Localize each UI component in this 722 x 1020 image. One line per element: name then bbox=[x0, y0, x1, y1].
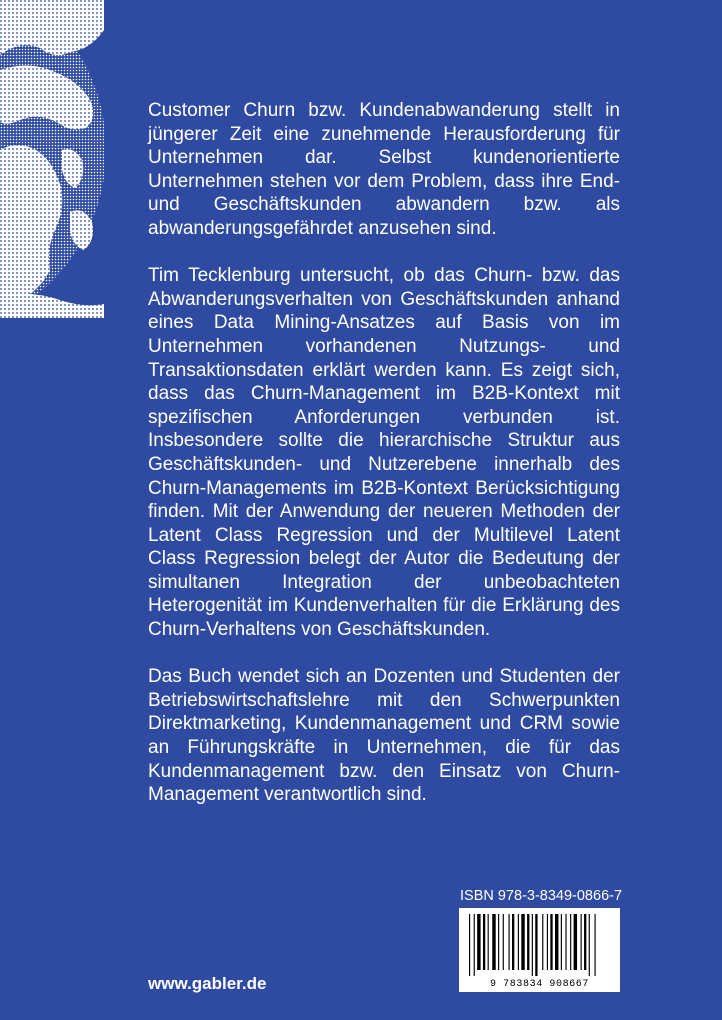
barcode-bar bbox=[477, 914, 480, 970]
globe-icon bbox=[0, 0, 104, 318]
barcode-bar bbox=[535, 914, 537, 976]
barcode-digits: 9 783834 908667 bbox=[489, 979, 589, 990]
barcode-bar bbox=[595, 914, 596, 976]
barcode-bar bbox=[550, 914, 552, 970]
isbn-label: ISBN 978-3-8349-0866-7 bbox=[460, 888, 623, 904]
blurb-paragraph-3: Das Buch wendet sich an Dozenten und Studenten der Betriebswirtschaftslehre mit den Schwerpunkten Direktmarketing, Kundenmanagement und CRM sowie an Führungskräfte in Unternehmen, die für das Kundenmanagement bzw. den Einsatz von Churn-Management verantwortlich sind. bbox=[148, 666, 620, 806]
barcode-bar bbox=[469, 914, 470, 976]
barcode-bar bbox=[547, 914, 548, 970]
barcode-bar bbox=[527, 914, 529, 970]
barcode-bar bbox=[498, 914, 499, 970]
barcode-bar bbox=[532, 914, 533, 976]
barcode-bar bbox=[561, 914, 562, 970]
blurb-paragraph-2: Tim Tecklenburg untersucht, ob das Churn- bzw. das Abwanderungsverhalten von Geschäftskunden anhand eines Data Mining-Ansatzes auf Basis von im Unternehmen vorhandenen Nutzungs- und Transaktionsdaten erklärt werden kann. Es zeigt sich, dass das Churn-Management im B2B-Kontext mit spezifischen Anforderungen verbunden ist. Insbesondere sollte die hierarchische Struktur aus Geschäftskunden- und Nutzerebene innerhalb des Churn-Managements im B2B-Kontext Berücksichtigung finden. Mit der Anwendung der neueren Methoden der Latent Class Regression und der Multilevel Latent Class Regression belegt der Autor die Bedeutung der simultanen Integration der unbeobachteten Heterogenität im Kundenverhalten für die Erklärung des Churn-Verhaltens von Geschäftskunden. bbox=[148, 265, 620, 641]
barcode-bar bbox=[555, 914, 558, 970]
barcode-bar bbox=[521, 914, 524, 970]
barcode-bars bbox=[459, 908, 620, 978]
barcode-bar bbox=[518, 914, 519, 970]
barcode-bar bbox=[512, 914, 514, 970]
barcode-bar bbox=[503, 914, 504, 970]
barcode-bar bbox=[584, 914, 586, 970]
barcode-bar bbox=[589, 914, 590, 976]
barcode-bar bbox=[492, 914, 495, 970]
barcode-bar bbox=[581, 914, 582, 970]
publisher-url: www.gabler.de bbox=[148, 974, 267, 993]
barcode-bar bbox=[542, 914, 543, 970]
barcode-bar bbox=[509, 914, 510, 970]
barcode-bar bbox=[488, 914, 489, 970]
barcode-bar bbox=[574, 914, 577, 970]
barcode-bar bbox=[474, 914, 475, 976]
blurb-paragraph-1: Customer Churn bzw. Kundenabwanderung stellt in jüngerer Zeit eine zunehmende Herausforderung für Unternehmen dar. Selbst kundenorientierte Unternehmen stehen vor dem Problem, dass ihre End- und Geschäftskunden abwandern bzw. als abwanderungsgefährdet anzusehen sind. bbox=[148, 100, 620, 239]
barcode-bar bbox=[565, 914, 566, 970]
barcode-bar bbox=[570, 914, 571, 970]
barcode-bar bbox=[483, 914, 485, 970]
cover-blurb bbox=[148, 99, 620, 830]
isbn-barcode bbox=[459, 908, 620, 992]
